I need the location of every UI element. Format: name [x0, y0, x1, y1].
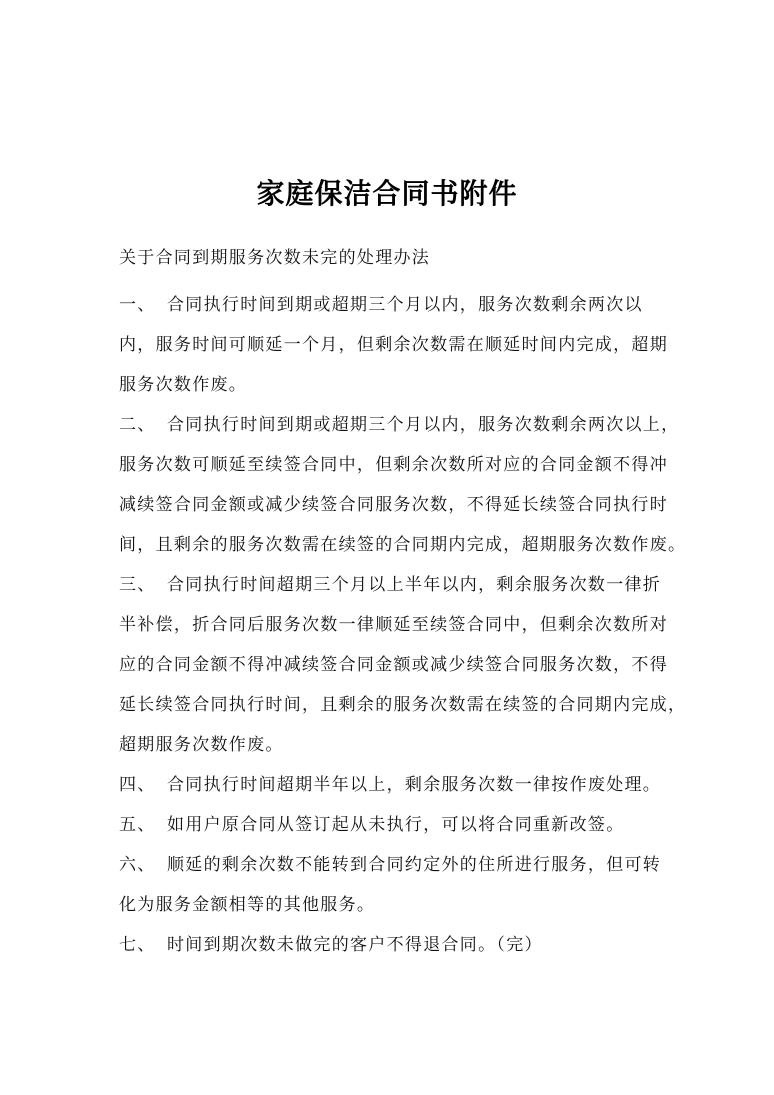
clause-2-line-3: 减续签合同金额或减少续签合同服务次数，不得延长续签合同执行时 — [119, 495, 668, 515]
clause-2-line-4: 间，且剩余的服务次数需在续签的合同期内完成，超期服务次数作废。 — [119, 535, 687, 555]
clause-2-line-2: 服务次数可顺延至续签合同中，但剩余次数所对应的合同金额不得冲 — [119, 455, 668, 475]
clause-3-line-5: 超期服务次数作废。 — [119, 735, 284, 755]
clause-number: 六、 — [119, 855, 156, 875]
section-subtitle: 关于合同到期服务次数未完的处理办法 — [119, 248, 431, 268]
clause-number: 一、 — [119, 295, 156, 315]
clause-3-line-1: 三、 合同执行时间超期三个月以上半年以内，剩余服务次数一律折 — [119, 570, 661, 595]
clause-number: 五、 — [119, 815, 156, 835]
clause-number: 三、 — [119, 575, 156, 595]
clause-1-line-2: 内，服务时间可顺延一个月，但剩余次数需在顺延时间内完成，超期 — [119, 335, 668, 355]
clause-7-line-1: 七、 时间到期次数未做完的客户不得退合同。（完） — [119, 930, 543, 955]
clause-3-line-2: 半补偿，折合同后服务次数一律顺延至续签合同中，但剩余次数所对 — [119, 615, 668, 635]
clause-4-line-1: 四、 合同执行时间超期半年以上，剩余服务次数一律按作废处理。 — [119, 770, 661, 795]
clause-number: 七、 — [119, 935, 156, 955]
clause-2-line-1: 二、 合同执行时间到期或超期三个月以内，服务次数剩余两次以上， — [119, 410, 679, 435]
document-title: 家庭保洁合同书附件 — [256, 177, 518, 210]
clause-number: 二、 — [119, 415, 156, 435]
clause-6-line-2: 化为服务金额相等的其他服务。 — [119, 895, 376, 915]
clause-1-line-1: 一、 合同执行时间到期或超期三个月以内，服务次数剩余两次以 — [119, 290, 643, 315]
clause-3-line-4: 延长续签合同执行时间，且剩余的服务次数需在续签的合同期内完成， — [119, 695, 687, 715]
clause-6-line-1: 六、 顺延的剩余次数不能转到合同约定外的住所进行服务，但可转 — [119, 850, 661, 875]
clause-3-line-3: 应的合同金额不得冲减续签合同金额或减少续签合同服务次数，不得 — [119, 655, 668, 675]
clause-1-line-3: 服务次数作废。 — [119, 375, 248, 395]
clause-number: 四、 — [119, 775, 156, 795]
clause-5-line-1: 五、 如用户原合同从签订起从未执行，可以将合同重新改签。 — [119, 810, 625, 835]
